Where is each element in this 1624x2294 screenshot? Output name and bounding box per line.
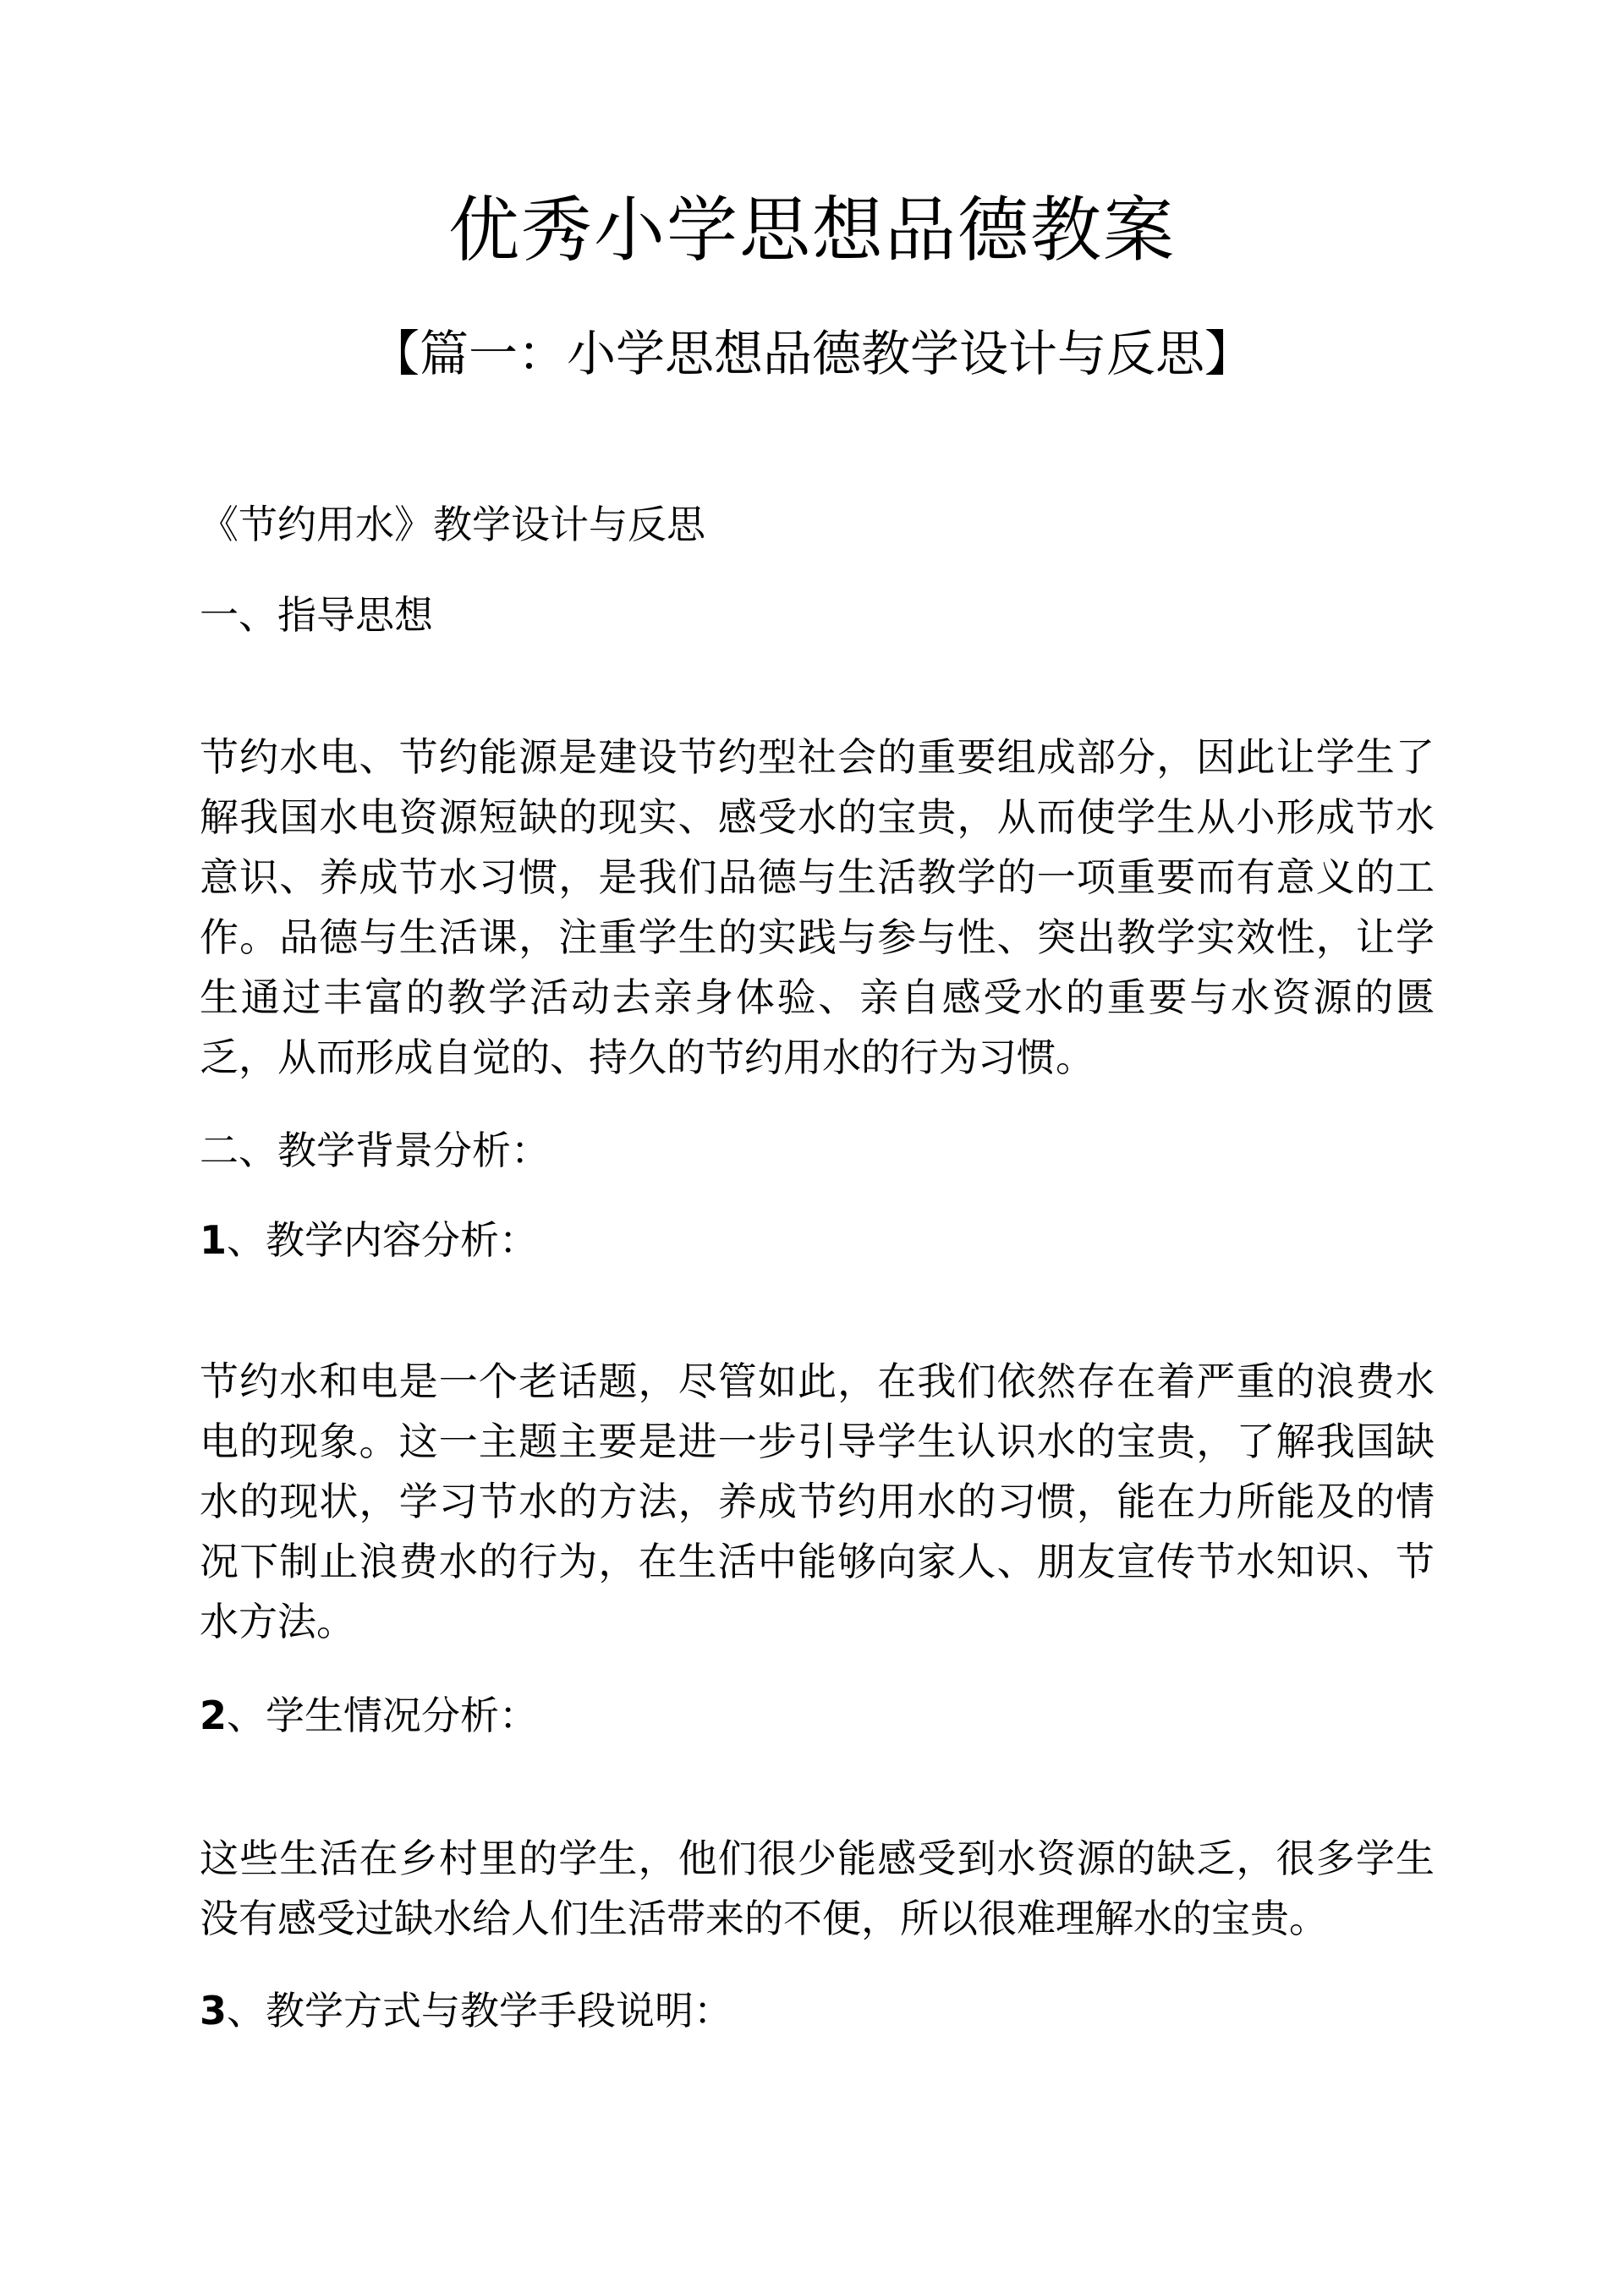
subsection-paragraph-student-analysis: 这些生活在乡村里的学生，他们很少能感受到水资源的缺乏，很多学生没有感受过缺水给人们生活带来的不便，所以很难理解水的宝贵。 bbox=[200, 1836, 1435, 1941]
subsection-number: 2 bbox=[200, 1693, 228, 1738]
subsection-number: 1 bbox=[200, 1217, 228, 1263]
subsection-heading-student-analysis bbox=[200, 1690, 538, 1741]
subsection-heading-content-analysis bbox=[200, 1215, 538, 1265]
section-paragraph-guiding-idea: 节约水电、节约能源是建设节约型社会的重要组成部分，因此让学生了解我国水电资源短缺的现实、感受水的宝贵，从而使学生从小形成节水意识、养成节水习惯，是我们品德与生活教学的一项重要而有意义的工作。品德与生活课，注重学生的实践与参与性、突出教学实效性，让学生通过丰富的教学活动去亲身体验、亲自感受水的重要与水资源的匮乏，从而形成自觉的、持久的节约用水的行为习惯。 bbox=[200, 734, 1435, 1080]
subsection-paragraph-content-analysis: 节约水和电是一个老话题，尽管如此，在我们依然存在着严重的浪费水电的现象。这一主题主要是进一步引导学生认识水的宝贵，了解我国缺水的现状，学习节水的方法，养成节约用水的习惯，能在力所能及的情况下制止浪费水的行为，在生活中能够向家人、朋友宣传节水知识、节水方法。 bbox=[200, 1358, 1435, 1644]
subsection-label: 、教学方式与教学手段说明： bbox=[227, 1988, 733, 2033]
subsection-label: 、学生情况分析： bbox=[227, 1693, 539, 1738]
section-heading-background-analysis: 二、教学背景分析： bbox=[200, 1128, 550, 1173]
section-heading-guiding-idea: 一、指导思想 bbox=[200, 592, 433, 638]
subsection-heading-teaching-methods bbox=[200, 1985, 732, 2036]
document-subtitle: 【篇一：小学思想品德教学设计与反思】 bbox=[370, 325, 1254, 382]
document-title: 优秀小学思想品德教案 bbox=[447, 189, 1176, 272]
subsection-label: 、教学内容分析： bbox=[227, 1217, 539, 1263]
subsection-number: 3 bbox=[200, 1988, 228, 2033]
lesson-title: 《节约用水》教学设计与反思 bbox=[200, 502, 705, 547]
